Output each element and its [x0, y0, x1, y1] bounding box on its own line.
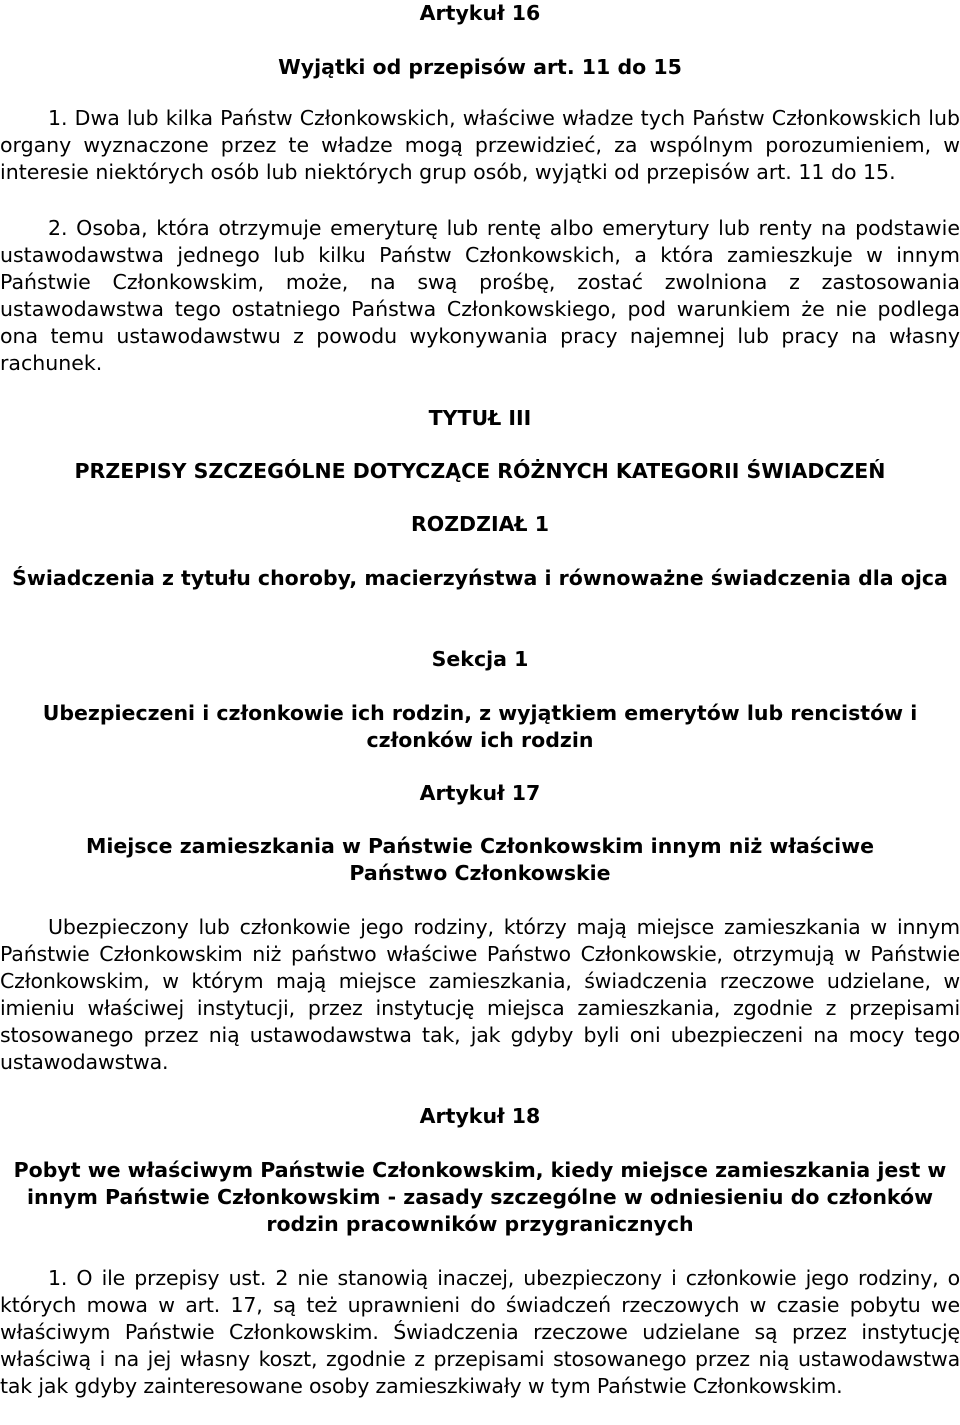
article-16-paragraph-1: 1. Dwa lub kilka Państw Członkowskich, właściwe władze tych Państw Członkowskich lub organy wyznaczone przez te władze mogą przewidzieć, za wspólnym porozumieniem, w interesie niektórych osób lub niektórych grup osób, wyjątki od przepisów art. 11 do 15. [0, 106, 960, 184]
article-16-subtitle: Wyjątki od przepisów art. 11 do 15 [278, 55, 682, 79]
article-17-title: Artykuł 17 [419, 781, 541, 805]
chapter-1-label: ROZDZIAŁ 1 [410, 512, 549, 536]
title-3-subtitle: PRZEPISY SZCZEGÓLNE DOTYCZĄCE RÓŻNYCH KATEGORII ŚWIADCZEŃ [74, 459, 886, 483]
article-18-paragraph-1: 1. O ile przepisy ust. 2 nie stanowią inaczej, ubezpieczony i członkowie jego rodziny, o których mowa w art. 17, są też uprawnieni do świadczeń rzeczowych w czasie pobytu we właściwym Państwie Członkowskim. Świadczenia rzeczowe udzielane są przez instytucję właściwą i na jej własny koszt, zgodnie z przepisami stosowanego przez nią ustawodawstwa tak jak gdyby zainteresowane osoby zamieszkiwały w tym Państwie Członkowskim. [0, 1266, 960, 1398]
title-3-label: TYTUŁ III [428, 406, 532, 430]
chapter-1-subtitle: Świadczenia z tytułu choroby, macierzyństwa i równoważne świadczenia dla ojca [12, 566, 948, 590]
article-16-title: Artykuł 16 [419, 1, 541, 25]
article-18-title: Artykuł 18 [419, 1104, 541, 1128]
article-16-paragraph-2: 2. Osoba, która otrzymuje emeryturę lub rentę albo emerytury lub renty na podstawie ustawodawstwa jednego lub kilku Państw Członkowskich, a która zamieszkuje w innym Państwie Członkowskim, może, na swą prośbę, zostać zwolniona z zastosowania ustawodawstwa tego ostatniego Państwa Członkowskiego, pod warunkiem że nie podlega ona temu ustawodawstwu z powodu wykonywania pracy najemnej lub pracy na własny rachunek. [0, 216, 960, 375]
section-1-label: Sekcja 1 [431, 647, 529, 671]
article-17-subtitle: Miejsce zamieszkania w Państwie Członkowskim innym niż właściwe Państwo Członkowskie [85, 834, 875, 885]
article-18-subtitle: Pobyt we właściwym Państwie Członkowskim, kiedy miejsce zamieszkania jest w innym Państwie Członkowskim - zasady szczególne w odniesieniu do członków rodzin pracowników przygranicznych [13, 1158, 947, 1236]
section-1-subtitle: Ubezpieczeni i członkowie ich rodzin, z wyjątkiem emerytów lub rencistów i członków ich rodzin [42, 701, 918, 752]
article-17-paragraph: Ubezpieczony lub członkowie jego rodziny, którzy mają miejsce zamieszkania w innym Państwie Członkowskim niż państwo właściwe Państwo Członkowskie, otrzymują w Państwie Członkowskim, w którym mają miejsce zamieszkania, świadczenia rzeczowe udzielane, w imieniu właściwej instytucji, przez instytucję miejsca zamieszkania, zgodnie z przepisami stosowanego przez nią ustawodawstwa tak, jak gdyby byli oni ubezpieczeni na mocy tego ustawodawstwa. [0, 915, 960, 1074]
